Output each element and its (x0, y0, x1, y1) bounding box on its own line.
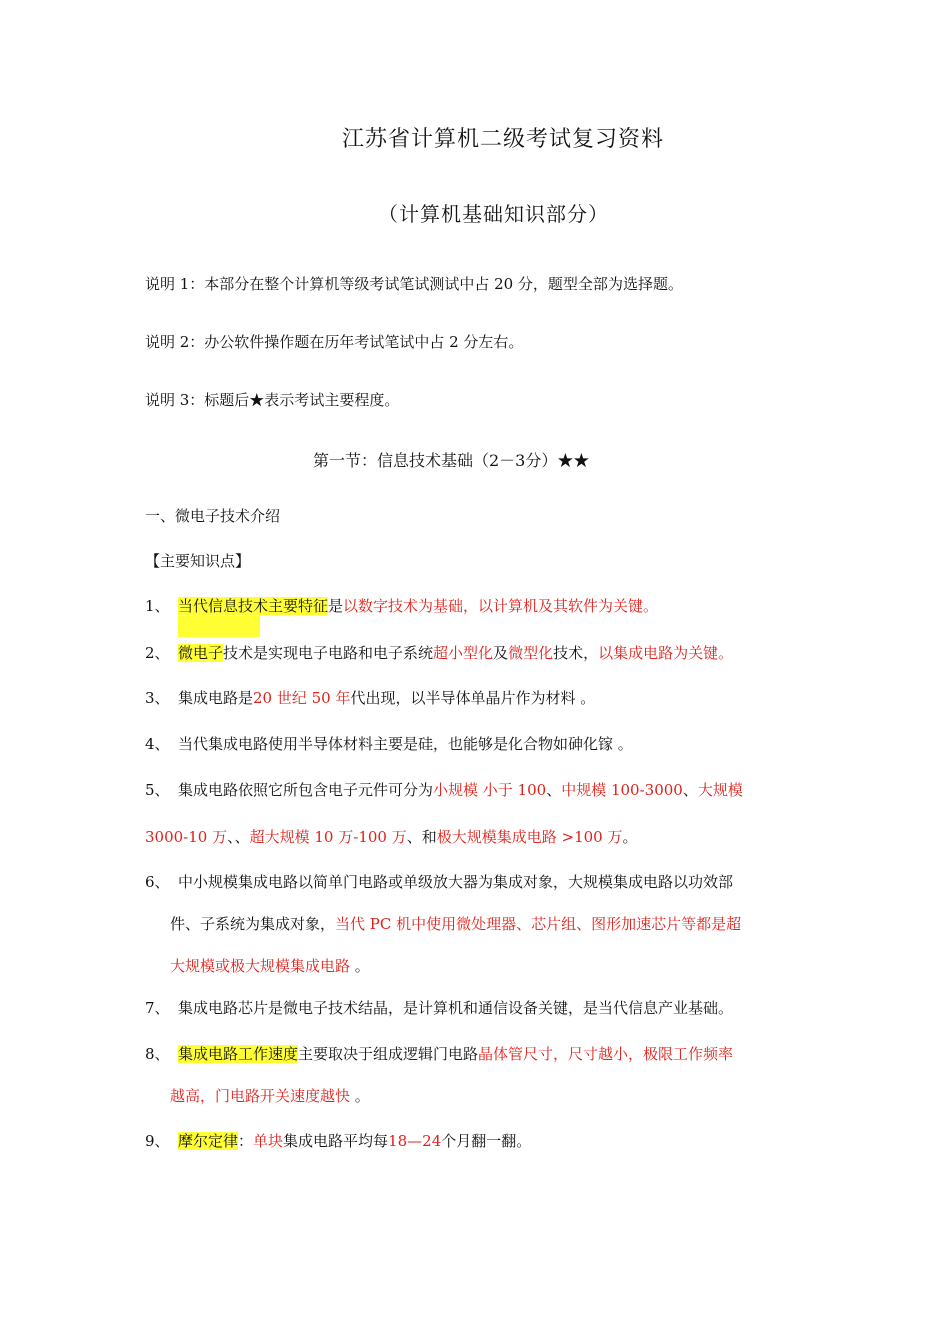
body-text: 及 (493, 644, 509, 662)
body-text: 集成电路是 (178, 689, 254, 707)
item-number: 7、 (145, 999, 170, 1017)
key-point-text (178, 687, 595, 708)
emphasis-text: 晶体管尺寸，尺寸越小，极限工作频率 (478, 1045, 734, 1063)
body-text: 个月翻一翻。 (441, 1132, 532, 1150)
section-title: 第一节：信息技术基础（2－3分）★★ (313, 451, 590, 470)
emphasis-text: 大规模 (697, 781, 743, 799)
body-text: 集成电路芯片是微电子技术结晶，是计算机和通信设备关键，是当代信息产业基础。 (178, 999, 734, 1017)
body-text: 技术， (553, 644, 599, 662)
item-number: 8、 (145, 1045, 170, 1063)
body-text: 、和 (406, 828, 437, 846)
key-point-continuation (170, 955, 370, 976)
key-point-text (178, 1130, 531, 1151)
note-1: 说明 1：本部分在整个计算机等级考试笔试测试中占 20 分，题型全部为选择题。 (145, 275, 683, 293)
body-text: 。 (350, 1087, 370, 1105)
emphasis-text: 以数字技术为基础，以计算机及其软件为关键。 (343, 597, 659, 615)
highlight-mark (178, 616, 260, 637)
key-points-label: 【主要知识点】 (145, 552, 251, 570)
note-3: 说明 3：标题后★表示考试主要程度。 (145, 391, 400, 409)
body-text: 。 (622, 828, 638, 846)
item-number: 5、 (145, 781, 170, 799)
body-text: 集成电路依照它所包含电子元件可分为 (178, 781, 434, 799)
key-point-continuation (170, 1085, 370, 1106)
body-text: 集成电路平均每 (283, 1132, 389, 1150)
emphasis-text: 小规模 小于 100 (433, 781, 547, 799)
body-text: ： (238, 1132, 254, 1150)
emphasis-text: 超大规模 10 万-100 万 (249, 828, 407, 846)
subsection-title: 一、微电子技术介绍 (145, 507, 281, 525)
highlighted-term: 微电子 (178, 644, 224, 662)
body-text: 、 (546, 781, 562, 799)
highlighted-term: 摩尔定律 (178, 1132, 239, 1150)
body-text: 代出现，以半导体单晶片作为材料 。 (350, 689, 596, 707)
item-number: 6、 (145, 873, 170, 891)
body-text: 中小规模集成电路以简单门电路或单级放大器为集成对象，大规模集成电路以功效部 (178, 873, 734, 891)
key-point-text (178, 642, 733, 663)
item-number: 3、 (145, 689, 170, 707)
item-number: 2、 (145, 644, 170, 662)
item-number: 9、 (145, 1132, 170, 1150)
highlighted-term: 当代信息技术主要特征 (178, 597, 329, 615)
emphasis-text: 越高，门电路开关速度越快 (170, 1087, 351, 1105)
body-text: 。 (350, 957, 370, 975)
emphasis-text: 18—24 (388, 1132, 442, 1150)
highlighted-term: 集成电路工作速度 (178, 1045, 299, 1063)
emphasis-text: 以集成电路为关键。 (598, 644, 734, 662)
emphasis-text: 微型化 (508, 644, 554, 662)
body-text: 件、子系统为集成对象， (170, 915, 336, 933)
body-text: 当代集成电路使用半导体材料主要是硅，也能够是化合物如砷化镓 。 (178, 735, 633, 753)
key-point-text (178, 595, 658, 616)
key-point-text (178, 779, 743, 800)
body-text: 是 (328, 597, 344, 615)
emphasis-text: 当代 PC 机中使用微处理器、芯片组、图形加速芯片等都是超 (335, 915, 742, 933)
emphasis-text: 20 世纪 50 年 (253, 689, 351, 707)
item-number: 4、 (145, 735, 170, 753)
key-point-text (178, 997, 733, 1018)
emphasis-text: 单块 (253, 1132, 284, 1150)
body-text: 、 (682, 781, 698, 799)
document-subtitle: （计算机基础知识部分） (378, 202, 609, 226)
body-text: 、、 (227, 828, 250, 846)
emphasis-text: 极大规模集成电路 >100 万 (436, 828, 623, 846)
emphasis-text: 中规模 100-3000 (561, 781, 683, 799)
key-point-text (178, 733, 633, 754)
emphasis-text: 大规模或极大规模集成电路 (170, 957, 351, 975)
key-point-text (178, 1043, 733, 1064)
key-point-continuation (170, 913, 741, 934)
document-title: 江苏省计算机二级考试复习资料 (342, 127, 665, 152)
key-point-text (178, 871, 733, 892)
key-point-continuation (145, 826, 638, 847)
emphasis-text: 超小型化 (433, 644, 494, 662)
item-number: 1、 (145, 597, 170, 615)
note-2: 说明 2：办公软件操作题在历年考试笔试中占 2 分左右。 (145, 333, 524, 351)
body-text: 技术是实现电子电路和电子系统 (223, 644, 434, 662)
emphasis-text: 3000-10 万 (145, 828, 228, 846)
body-text: 主要取决于组成逻辑门电路 (298, 1045, 479, 1063)
